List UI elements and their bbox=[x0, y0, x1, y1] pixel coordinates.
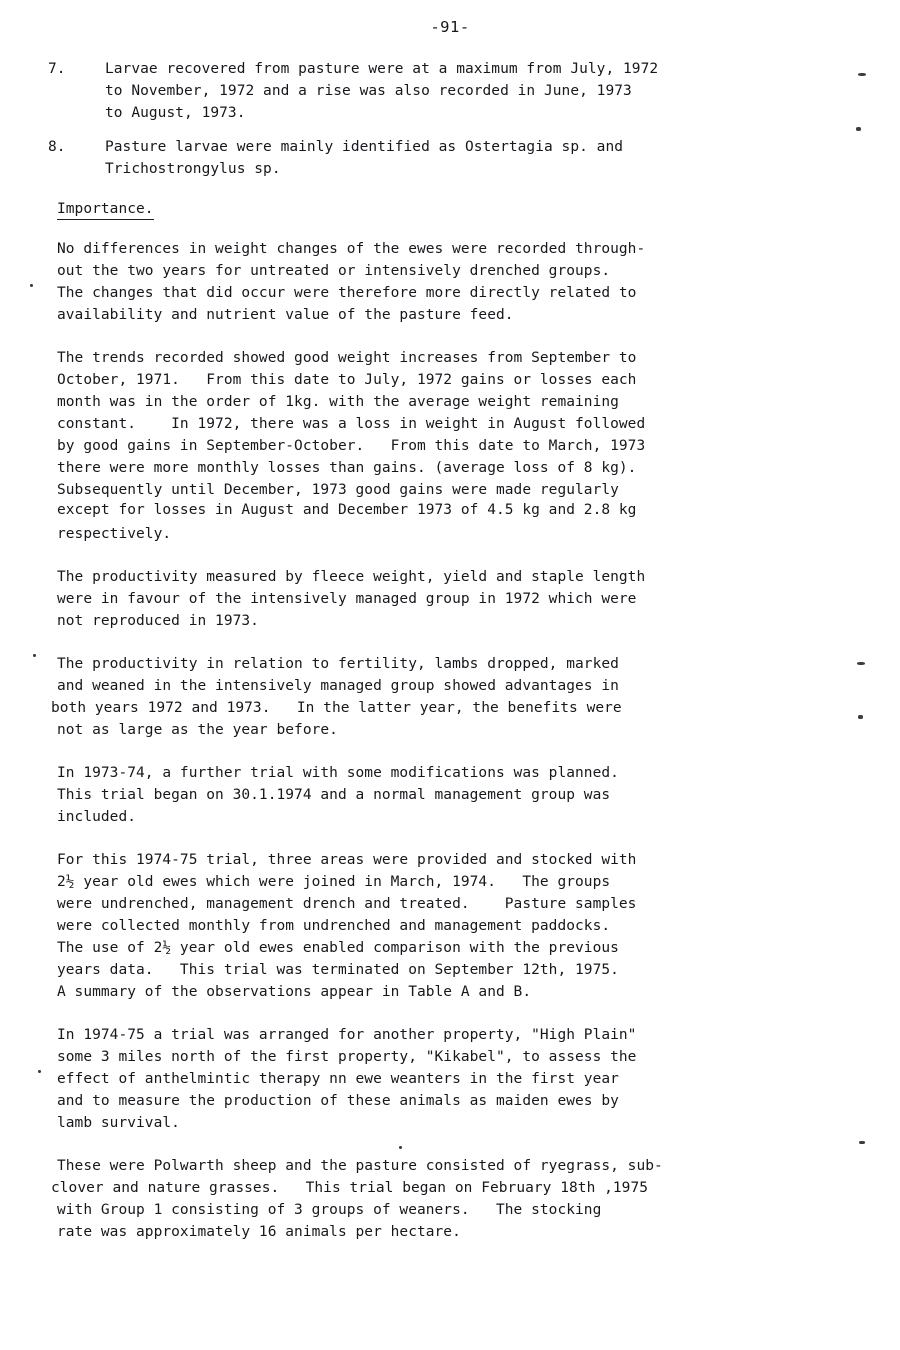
list-item bbox=[0, 136, 900, 180]
paragraph bbox=[57, 849, 900, 1003]
paragraph bbox=[51, 653, 900, 741]
text-line: lamb survival. bbox=[57, 1115, 180, 1131]
text-line: some 3 miles north of the first property, "Kikabel", to assess the bbox=[57, 1049, 637, 1065]
scan-speck bbox=[857, 662, 865, 665]
text-line: In 1974-75 a trial was arranged for another property, "High Plain" bbox=[57, 1027, 637, 1043]
text-line: with Group 1 consisting of 3 groups of weaners. The stocking bbox=[57, 1202, 602, 1218]
text-line: there were more monthly losses than gains. (average loss of 8 kg). bbox=[57, 460, 637, 476]
text-line: The productivity in relation to fertility, lambs dropped, marked bbox=[57, 656, 619, 672]
text-line: both years 1972 and 1973. In the latter year, the benefits were bbox=[51, 700, 622, 716]
text-line: effect of anthelmintic therapy nn ewe weanters in the first year bbox=[57, 1071, 619, 1087]
paragraph bbox=[51, 1155, 900, 1243]
text-line: 2½ year old ewes which were joined in March, 1974. The groups bbox=[57, 874, 611, 890]
page-number: -91- bbox=[430, 18, 470, 36]
text-line: included. bbox=[57, 809, 137, 825]
text-line: No differences in weight changes of the ewes were recorded through- bbox=[57, 241, 646, 257]
text-line: The productivity measured by fleece weight, yield and staple length bbox=[57, 569, 646, 585]
text-line: respectively. bbox=[57, 526, 172, 542]
text-line: availability and nutrient value of the pasture feed. bbox=[57, 307, 514, 323]
paragraph bbox=[57, 762, 900, 828]
list-item-marker: 7. bbox=[48, 61, 66, 77]
scan-speck bbox=[33, 654, 36, 657]
text-line: and to measure the production of these animals as maiden ewes by bbox=[57, 1093, 619, 1109]
paragraph bbox=[57, 1024, 900, 1134]
text-line: A summary of the observations appear in Table A and B. bbox=[57, 984, 532, 1000]
text-line: not reproduced in 1973. bbox=[57, 613, 259, 629]
scan-speck bbox=[859, 1141, 865, 1144]
scan-speck bbox=[30, 284, 33, 287]
text-line: clover and nature grasses. This trial began on February 18th ,1975 bbox=[51, 1180, 649, 1196]
scan-speck bbox=[856, 127, 861, 131]
text-line: not as large as the year before. bbox=[57, 722, 338, 738]
text-line: These were Polwarth sheep and the pasture consisted of ryegrass, sub- bbox=[57, 1158, 663, 1174]
list-item bbox=[0, 58, 900, 124]
paragraph bbox=[57, 238, 900, 326]
text-line: October, 1971. From this date to July, 1972 gains or losses each bbox=[57, 372, 637, 388]
text-line: out the two years for untreated or intensively drenched groups. bbox=[57, 263, 611, 279]
section-heading bbox=[57, 198, 900, 220]
text-line: were collected monthly from undrenched and management paddocks. bbox=[57, 918, 611, 934]
text-line: and weaned in the intensively managed group showed advantages in bbox=[57, 678, 619, 694]
text-line: month was in the order of 1kg. with the average weight remaining bbox=[57, 394, 619, 410]
text-line: to August, 1973. bbox=[105, 105, 246, 121]
text-line: Larvae recovered from pasture were at a maximum from July, 1972 bbox=[105, 61, 659, 77]
paragraph bbox=[57, 347, 900, 545]
text-line: constant. In 1972, there was a loss in weight in August followed bbox=[57, 416, 646, 432]
list-item-marker: 8. bbox=[48, 139, 66, 155]
text-line: The trends recorded showed good weight increases from September to bbox=[57, 350, 637, 366]
text-line: to November, 1972 and a rise was also recorded in June, 1973 bbox=[105, 83, 632, 99]
text-line: years data. This trial was terminated on September 12th, 1975. bbox=[57, 962, 619, 978]
text-line: Trichostrongylus sp. bbox=[105, 161, 281, 177]
text-line: were undrenched, management drench and treated. Pasture samples bbox=[57, 896, 637, 912]
text-line: The use of 2½ year old ewes enabled comparison with the previous bbox=[57, 940, 619, 956]
section-heading-label: Importance. bbox=[57, 199, 154, 220]
text-line: by good gains in September-October. From this date to March, 1973 bbox=[57, 438, 646, 454]
text-line: rate was approximately 16 animals per hectare. bbox=[57, 1224, 461, 1240]
text-line: except for losses in August and December 1973 of 4.5 kg and 2.8 kg bbox=[57, 502, 637, 518]
text-line: In 1973-74, a further trial with some modifications was planned. bbox=[57, 765, 619, 781]
scan-speck bbox=[399, 1146, 402, 1149]
text-line: were in favour of the intensively managed group in 1972 which were bbox=[57, 591, 637, 607]
text-line: Subsequently until December, 1973 good gains were made regularly bbox=[57, 482, 619, 498]
paragraph bbox=[57, 566, 900, 632]
scan-speck bbox=[38, 1070, 41, 1073]
text-line: For this 1974-75 trial, three areas were provided and stocked with bbox=[57, 852, 637, 868]
scan-speck bbox=[858, 73, 866, 76]
text-line: Pasture larvae were mainly identified as Ostertagia sp. and bbox=[105, 139, 624, 155]
text-line: This trial began on 30.1.1974 and a normal management group was bbox=[57, 787, 611, 803]
document-body bbox=[0, 58, 900, 1264]
scan-speck bbox=[858, 715, 863, 719]
text-line: The changes that did occur were therefore more directly related to bbox=[57, 285, 637, 301]
